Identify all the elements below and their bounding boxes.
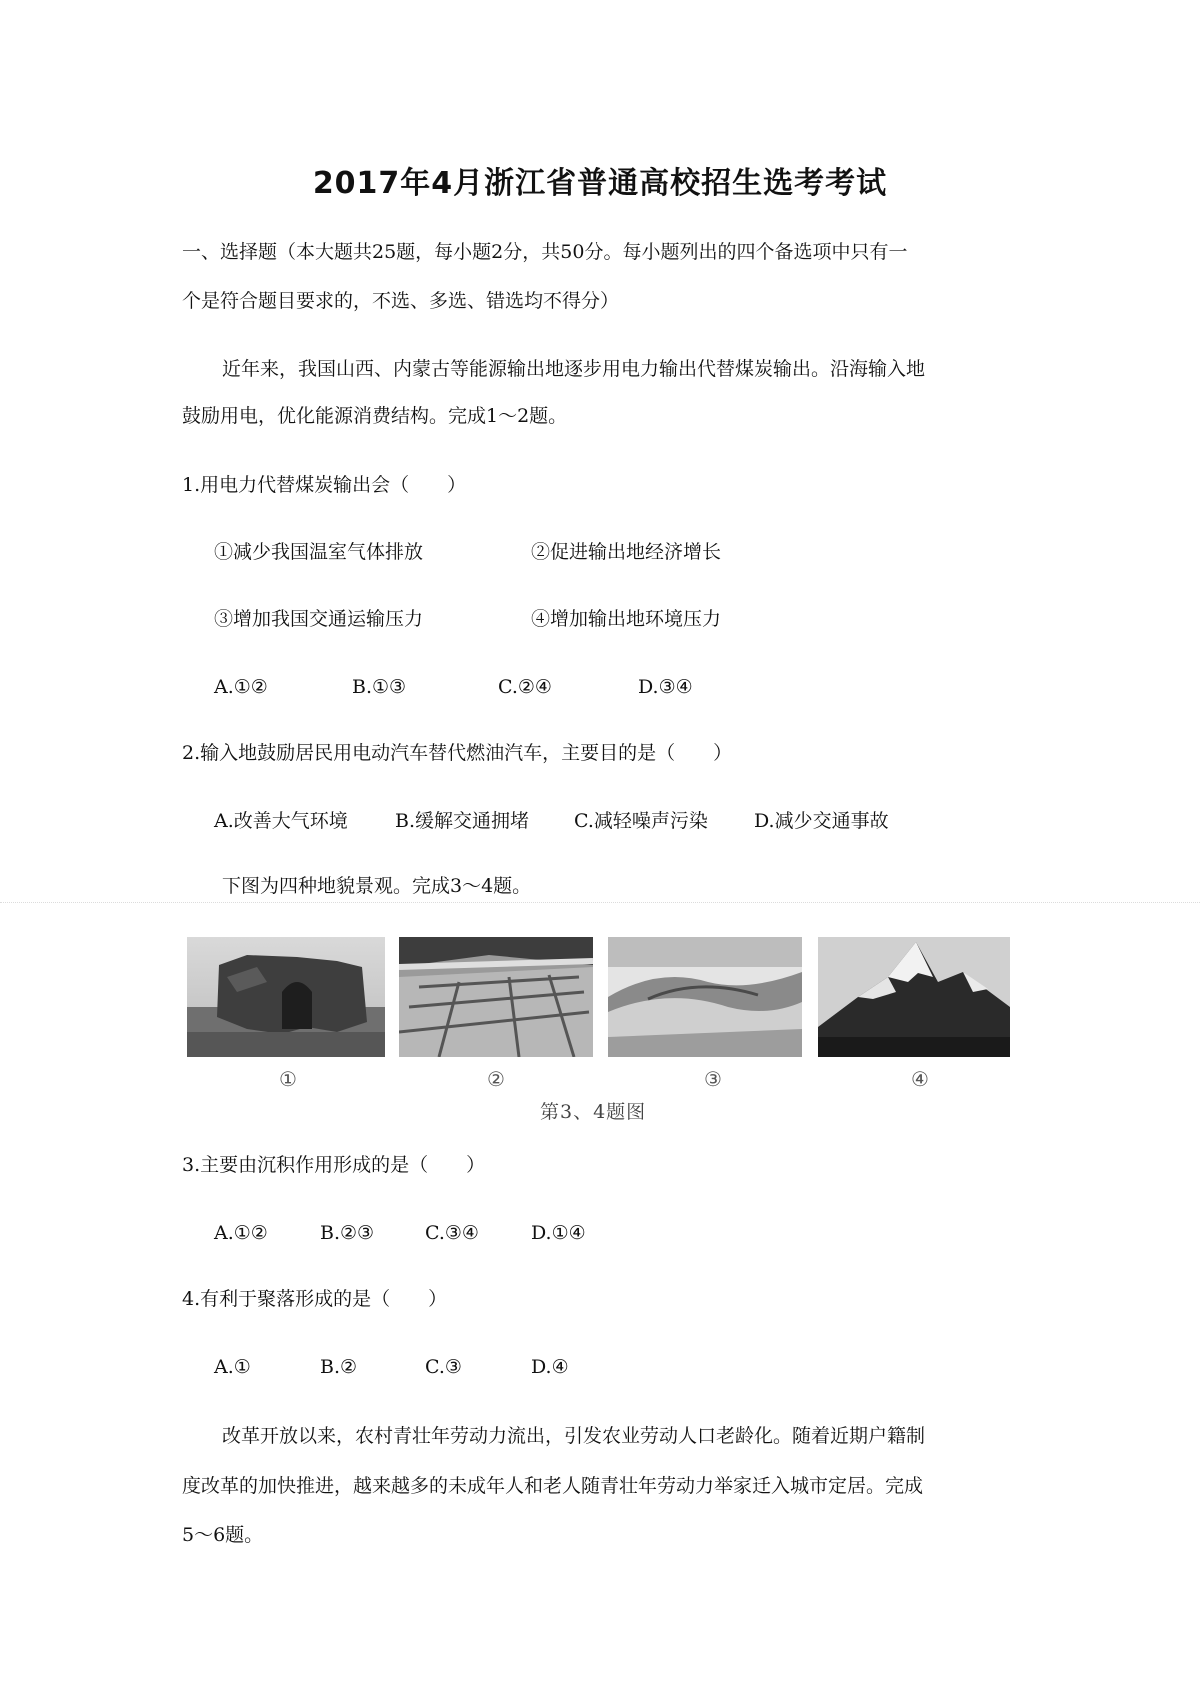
question-1-option-d[interactable]: D.③④ — [638, 676, 693, 698]
figure-label-2: ② — [487, 1067, 505, 1091]
landform-photo-3 — [608, 937, 802, 1057]
question-4-option-a[interactable]: A.① — [214, 1356, 251, 1378]
question-1-statement-1: ①减少我国温室气体排放 — [214, 541, 424, 563]
passage-2-line-3: 5～6题。 — [182, 1524, 264, 1546]
landform-photo-2 — [399, 937, 593, 1057]
passage-2-line-2: 度改革的加快推进，越来越多的未成年人和老人随青壮年劳动力举家迁入城市定居。完成 — [182, 1475, 924, 1497]
question-3-option-b[interactable]: B.②③ — [320, 1222, 375, 1244]
page-divider — [0, 902, 1200, 903]
question-3-stem: 3.主要由沉积作用形成的是（ ） — [182, 1154, 486, 1176]
figure-label-4: ④ — [911, 1067, 929, 1091]
question-1-option-a[interactable]: A.①② — [214, 676, 268, 698]
question-3-option-d[interactable]: D.①④ — [531, 1222, 586, 1244]
question-2-option-c[interactable]: C.减轻噪声污染 — [574, 810, 708, 832]
figure-caption: 第3、4题图 — [540, 1101, 647, 1123]
figure-label-3: ③ — [704, 1067, 722, 1091]
question-3-option-a[interactable]: A.①② — [214, 1222, 268, 1244]
page-title: 2017年4月浙江省普通高校招生选考考试 — [312, 166, 888, 201]
question-4-option-b[interactable]: B.② — [320, 1356, 358, 1378]
question-3-option-c[interactable]: C.③④ — [425, 1222, 479, 1244]
question-1-option-b[interactable]: B.①③ — [352, 676, 407, 698]
question-4-stem: 4.有利于聚落形成的是（ ） — [182, 1288, 448, 1310]
figure-label-1: ① — [279, 1067, 297, 1091]
question-1-statement-3: ③增加我国交通运输压力 — [214, 608, 424, 630]
section-instructions-line-1: 一、选择题（本大题共25题，每小题2分，共50分。每小题列出的四个备选项中只有一 — [182, 241, 908, 263]
section-instructions-line-2: 个是符合题目要求的，不选、多选、错选均不得分） — [182, 290, 620, 312]
question-1-stem: 1.用电力代替煤炭输出会（ ） — [182, 474, 467, 496]
question-2-stem: 2.输入地鼓励居民用电动汽车替代燃油汽车，主要目的是（ ） — [182, 742, 733, 764]
question-1-statement-2: ②促进输出地经济增长 — [531, 541, 722, 563]
questions-3-4-intro: 下图为四种地貌景观。完成3～4题。 — [222, 875, 532, 897]
passage-1-line-1: 近年来，我国山西、内蒙古等能源输出地逐步用电力输出代替煤炭输出。沿海输入地 — [222, 358, 926, 380]
passage-2-line-1: 改革开放以来，农村青壮年劳动力流出，引发农业劳动人口老龄化。随着近期户籍制 — [222, 1425, 926, 1447]
passage-1-line-2: 鼓励用电，优化能源消费结构。完成1～2题。 — [182, 405, 568, 427]
question-1-statement-4: ④增加输出地环境压力 — [531, 608, 722, 630]
landform-photo-1 — [187, 937, 385, 1057]
question-2-option-b[interactable]: B.缓解交通拥堵 — [395, 810, 530, 832]
question-1-option-c[interactable]: C.②④ — [498, 676, 552, 698]
question-4-option-d[interactable]: D.④ — [531, 1356, 569, 1378]
question-4-option-c[interactable]: C.③ — [425, 1356, 462, 1378]
question-2-option-d[interactable]: D.减少交通事故 — [754, 810, 889, 832]
landform-photo-4 — [818, 937, 1010, 1057]
question-2-option-a[interactable]: A.改善大气环境 — [214, 810, 348, 832]
